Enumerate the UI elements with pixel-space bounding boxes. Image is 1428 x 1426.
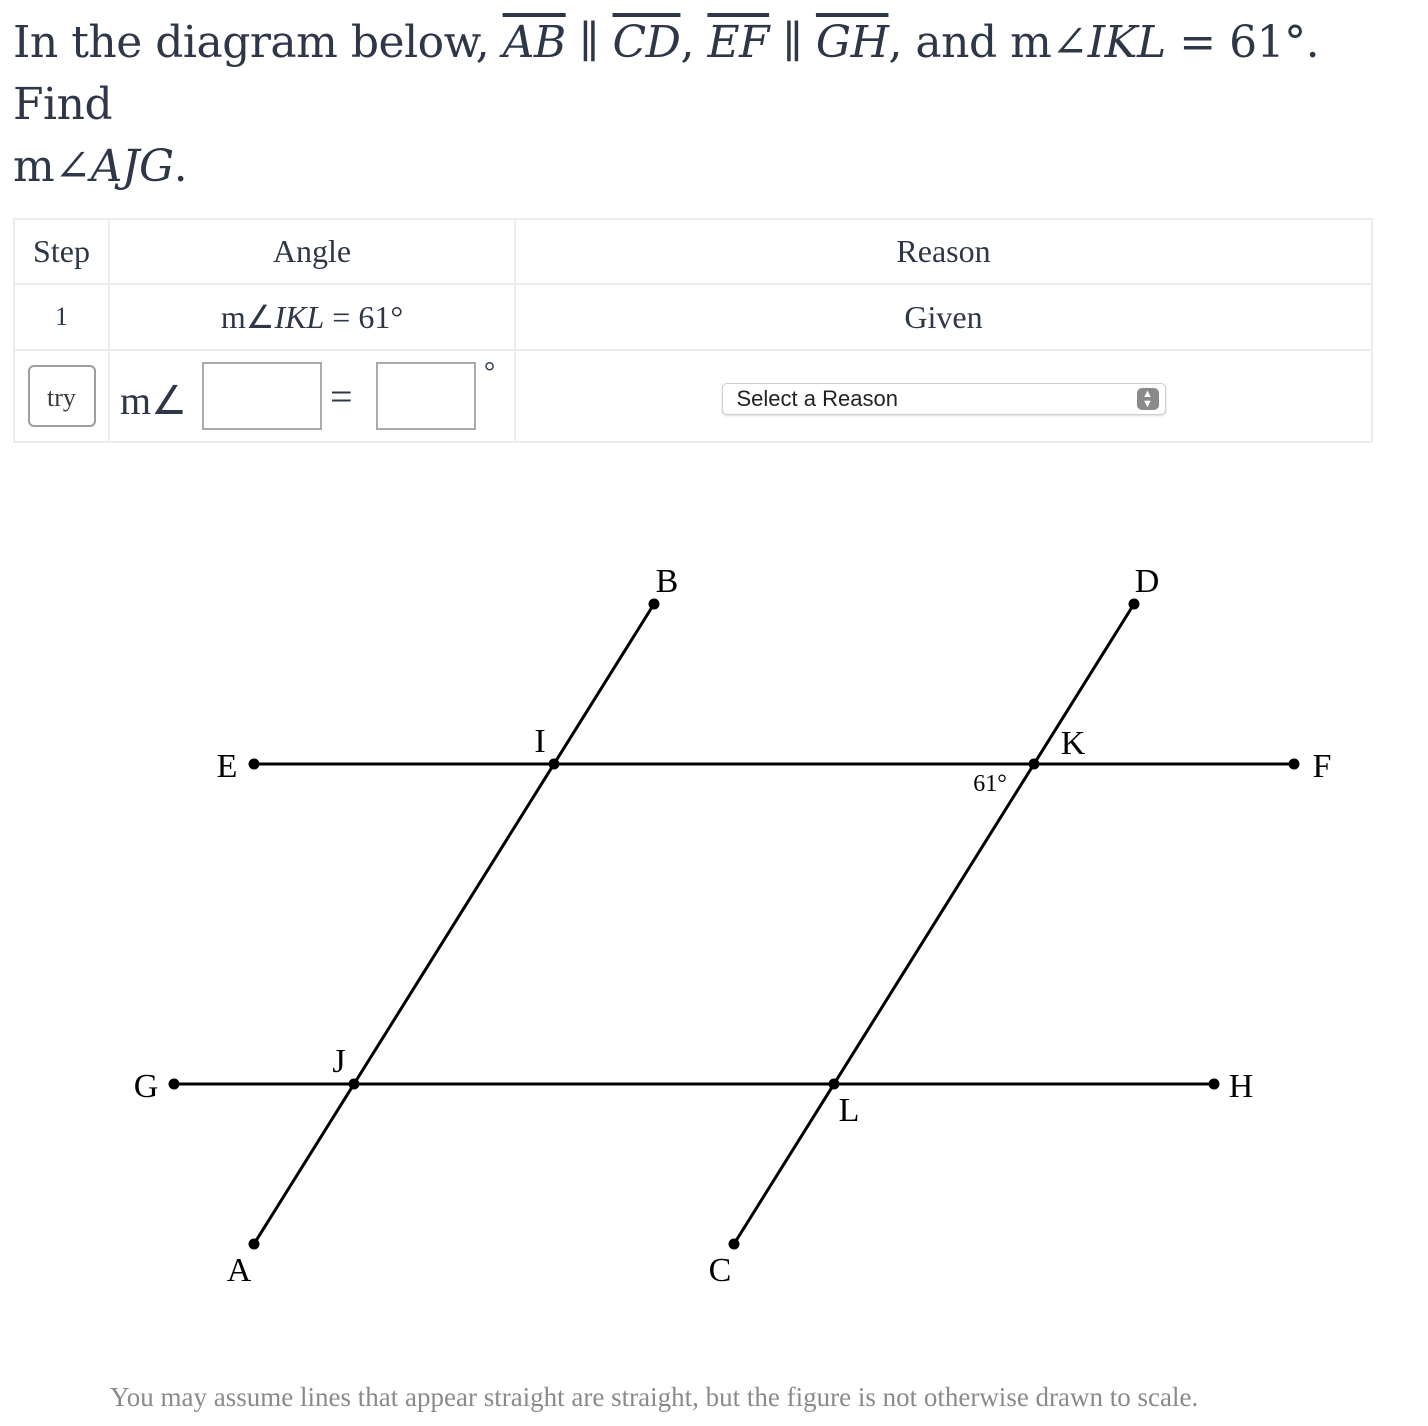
point-k	[1029, 759, 1040, 770]
prompt-line2-suffix: .	[173, 141, 188, 192]
try-button[interactable]: try	[28, 365, 96, 427]
point-g	[169, 1079, 180, 1090]
point-f	[1289, 759, 1300, 770]
chevron-up-down-icon: ▲ ▼	[1137, 388, 1159, 410]
header-angle: Angle	[109, 219, 515, 284]
line-ab	[254, 604, 654, 1244]
line-cd	[734, 604, 1134, 1244]
angle-value-input[interactable]	[376, 362, 476, 430]
point-d	[1129, 599, 1140, 610]
label-i: I	[534, 723, 546, 760]
prompt-equals: = 61°. Find	[13, 17, 1320, 130]
prompt-line2-prefix: m∠	[13, 141, 91, 192]
label-j: J	[332, 1043, 346, 1080]
label-e: E	[216, 748, 238, 785]
try-row	[14, 350, 1372, 442]
table-row	[14, 284, 1372, 350]
angle-label-ikl: 61°	[973, 771, 1007, 797]
label-k: K	[1060, 725, 1086, 762]
reason-select-label: Select a Reason	[736, 385, 898, 411]
header-step: Step	[14, 219, 109, 284]
reason-select[interactable]	[722, 383, 1166, 415]
label-b: B	[655, 563, 679, 600]
point-h	[1209, 1079, 1220, 1090]
point-j	[349, 1079, 360, 1090]
point-c	[729, 1239, 740, 1250]
label-l: L	[838, 1092, 860, 1129]
angle-name-input[interactable]	[202, 362, 322, 430]
segment-cd: $\overline{CD}$	[612, 17, 681, 68]
step-reason: Given	[515, 284, 1372, 350]
step-angle	[109, 284, 515, 350]
prompt-lead: In the diagram below,	[13, 17, 490, 68]
label-h: H	[1228, 1068, 1254, 1105]
point-l	[829, 1079, 840, 1090]
label-a: A	[226, 1252, 252, 1289]
problem-prompt: In the diagram below, $\overline{AB}$ ∥ $\overline{CD}$, $\overline{EF}$ ∥ $\overline{GH}$, and m∠IKL = 61°. Find m∠AJG.	[13, 17, 1320, 192]
angle-input-cell	[109, 350, 515, 442]
try-cell	[14, 350, 109, 442]
proof-table	[13, 218, 1373, 443]
prompt-and: , and m∠	[888, 17, 1088, 68]
label-f: F	[1312, 748, 1332, 785]
reason-select-cell	[515, 350, 1372, 442]
segment-ef: $\overline{EF}$	[707, 17, 770, 68]
step-number: 1	[14, 284, 109, 350]
point-b	[649, 599, 660, 610]
geometry-diagram	[0, 540, 1428, 1300]
point-e	[249, 759, 260, 770]
segment-gh: $\overline{GH}$	[815, 17, 889, 68]
equals-sign: =	[330, 374, 353, 419]
point-i	[549, 759, 560, 770]
degree-symbol: °	[484, 357, 496, 388]
parallel-symbol: ∥	[579, 17, 599, 68]
angle-m-label: m∠	[120, 378, 187, 423]
label-d: D	[1134, 563, 1160, 600]
parallel-symbol: ∥	[782, 17, 803, 68]
segment-ab: $\overline{AB}$	[502, 17, 566, 68]
angle-name: IKL	[274, 299, 325, 335]
diagram-footnote: You may assume lines that appear straight are straight, but the figure is not otherwise drawn to scale.	[110, 1382, 1199, 1412]
point-a	[249, 1239, 260, 1250]
label-c: C	[708, 1252, 732, 1289]
header-reason: Reason	[515, 219, 1372, 284]
angle-value: = 61°	[324, 299, 404, 335]
table-header-row	[14, 219, 1372, 284]
target-angle-name: AJG	[90, 141, 174, 192]
angle-prefix: m∠	[220, 299, 275, 335]
label-g: G	[133, 1068, 159, 1105]
given-angle-name: IKL	[1087, 17, 1166, 68]
